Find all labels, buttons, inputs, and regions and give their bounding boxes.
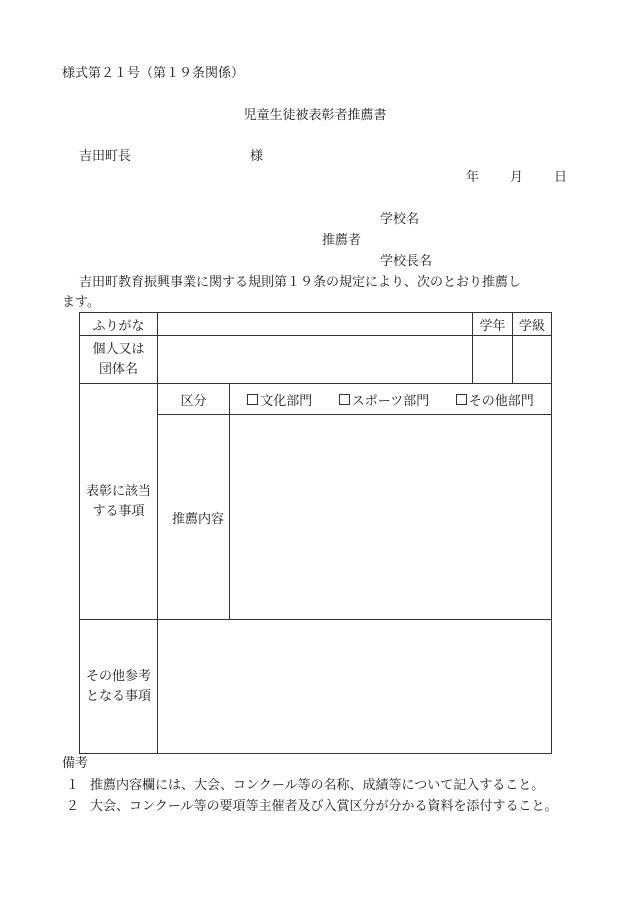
furigana-row [80, 313, 552, 336]
category-option-label: 文化部門 [260, 393, 313, 409]
recommendation-content-field[interactable] [230, 415, 552, 620]
note-1-number: １ [66, 778, 80, 793]
name-label [80, 336, 158, 384]
name-row [80, 336, 552, 384]
note-2-text: 大会、コンクール等の要項等主催者及び入賞区分が分かる資料を添付すること。 [90, 799, 558, 814]
notes-heading: 備考 [62, 756, 89, 771]
principal-name-label: 学校長名 [380, 254, 433, 269]
recommendation-content-label: 推薦内容 [158, 415, 230, 620]
class-label: 学級 [513, 313, 552, 336]
name-label-line-2: 団体名 [98, 361, 138, 377]
award-matter-line-1: 表彰に該当 [85, 483, 151, 499]
addressee-honorific: 様 [250, 149, 264, 164]
recommender-label: 推薦者 [322, 233, 362, 248]
note-1-text: 推薦内容欄には、大会、コンクール等の名称、成績等について記入すること。 [90, 778, 545, 793]
recommendation-form-table [79, 312, 552, 754]
award-matter-label [80, 384, 158, 620]
checkbox-icon[interactable] [456, 394, 467, 405]
addressee-name: 吉田町長 [79, 149, 132, 164]
category-option-label: その他部門 [468, 393, 534, 409]
grade-label: 学年 [473, 313, 513, 336]
other-reference-line-1: その他参考 [85, 668, 151, 684]
checkbox-icon[interactable] [339, 394, 350, 405]
document-title: 児童生徒被表彰者推薦書 [243, 108, 387, 123]
school-name-label: 学校名 [380, 212, 420, 227]
date-day-label: 日 [554, 170, 568, 185]
category-row [80, 384, 552, 415]
date-month-label: 月 [510, 170, 524, 185]
date-year-label: 年 [466, 170, 480, 185]
category-option-other[interactable] [456, 390, 534, 409]
other-reference-field[interactable] [158, 620, 552, 754]
name-field[interactable] [158, 336, 473, 384]
other-reference-label [80, 620, 158, 754]
name-label-line-1: 個人又は [92, 341, 145, 357]
category-options [230, 384, 552, 415]
award-matter-line-2: する事項 [92, 503, 145, 519]
category-label: 区分 [158, 384, 230, 415]
checkbox-icon[interactable] [247, 394, 258, 405]
form-number: 様式第２１号（第１９条関係） [62, 66, 245, 81]
category-option-label: スポーツ部門 [351, 393, 430, 409]
furigana-label: ふりがな [80, 313, 158, 336]
class-field[interactable] [513, 336, 552, 384]
intro-line-1: 吉田町教育振興事業に関する規則第１９条の規定により、次のとおり推薦し [79, 275, 522, 290]
category-option-sports[interactable] [339, 390, 429, 409]
intro-line-2: ます。 [62, 295, 100, 310]
other-row [80, 620, 552, 754]
note-2-number: ２ [66, 799, 80, 814]
category-option-culture[interactable] [247, 390, 312, 409]
grade-field[interactable] [473, 336, 513, 384]
furigana-field[interactable] [158, 313, 473, 336]
other-reference-line-2: となる事項 [85, 688, 151, 704]
